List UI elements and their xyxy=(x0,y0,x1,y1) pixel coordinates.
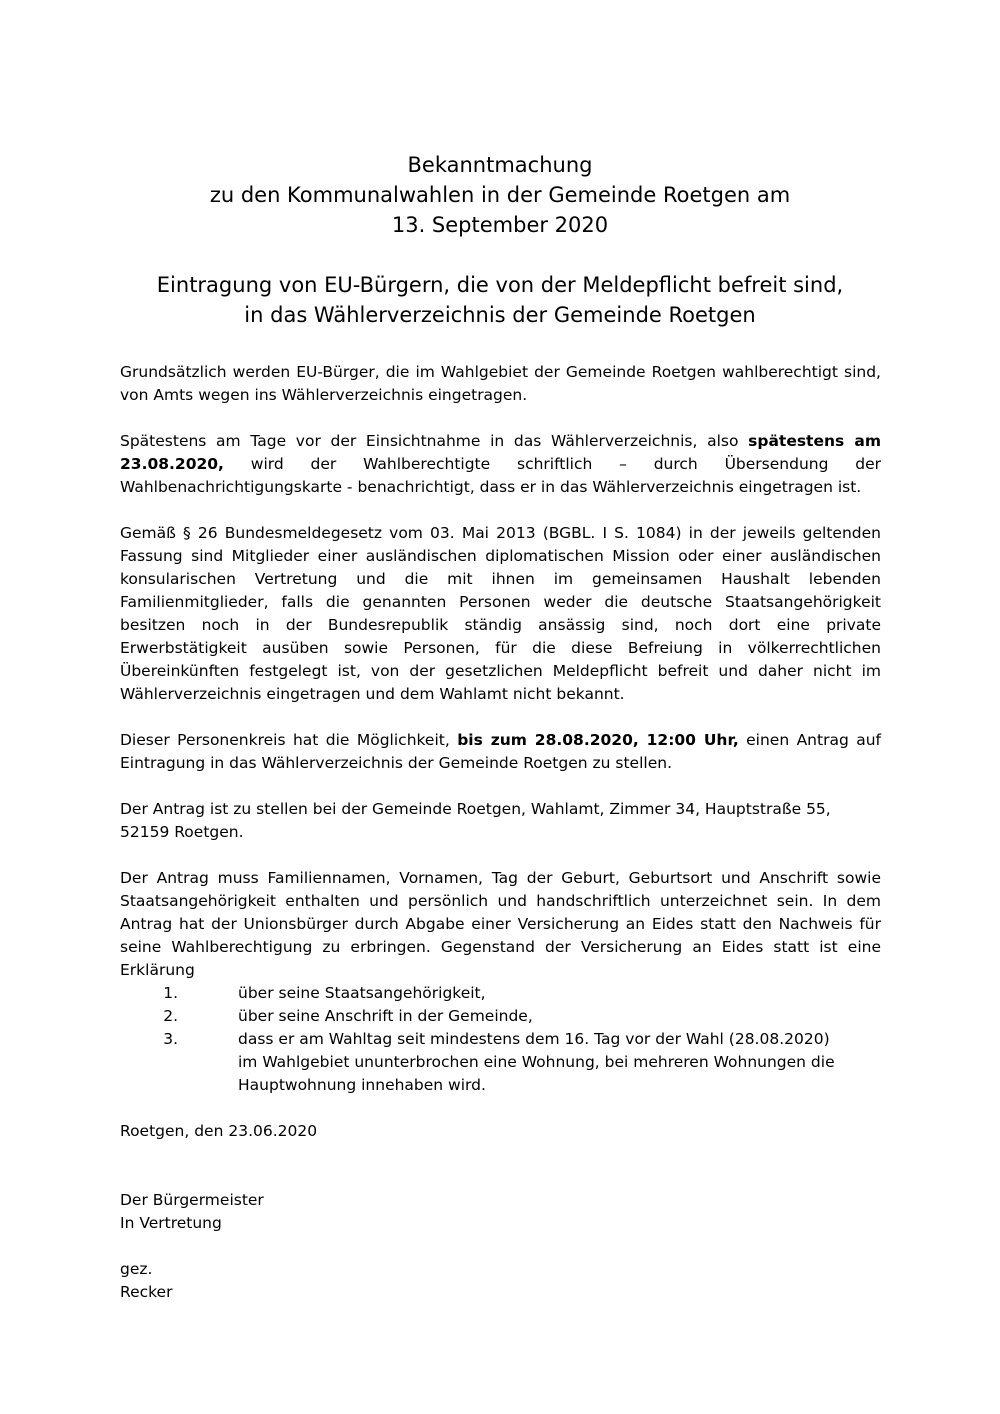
list-item xyxy=(120,982,881,1005)
signer-capacity: In Vertretung xyxy=(120,1214,222,1232)
page-subtitle xyxy=(100,270,900,330)
signed-note: gez. xyxy=(120,1260,153,1278)
document-body xyxy=(120,361,881,1304)
place-date: Roetgen, den 23.06.2020 xyxy=(120,1122,318,1140)
signer-role: Der Bürgermeister xyxy=(120,1191,264,1209)
subtitle-line-2: in das Wählerverzeichnis der Gemeinde Roetgen xyxy=(244,303,756,327)
paragraph-notification xyxy=(120,430,881,499)
notification-text-pre: Spätestens am Tage vor der Einsichtnahme in das Wählerverzeichnis, also xyxy=(120,432,749,450)
list-item-text: über seine Staatsangehörigkeit, xyxy=(238,984,486,1002)
page-title xyxy=(100,150,900,240)
application-deadline: bis zum 28.08.2020, 12:00 Uhr, xyxy=(457,731,739,749)
list-item-number: 3. xyxy=(163,1030,178,1048)
paragraph-eligibility: Grundsätzlich werden EU-Bürger, die im Wahlgebiet der Gemeinde Roetgen wahlberechtigt sind, von Amts wegen ins Wählerverzeichnis eingetragen. xyxy=(120,363,881,404)
title-line-3: 13. September 2020 xyxy=(391,213,609,237)
list-item-text: dass er am Wahltag seit mindestens dem 16. Tag vor der Wahl (28.08.2020) im Wahlgebiet ununterbrochen eine Wohnung, bei mehreren Wohnungen die Hauptwohnung innehaben wird. xyxy=(238,1030,835,1094)
deadline-text-post: einen Antrag auf Eintragung in das Wählerverzeichnis der Gemeinde Roetgen zu stellen. xyxy=(120,731,881,772)
list-item-text: über seine Anschrift in der Gemeinde, xyxy=(238,1007,533,1025)
title-line-2: zu den Kommunalwahlen in der Gemeinde Roetgen am xyxy=(209,183,791,207)
paragraph-legal-basis: Gemäß § 26 Bundesmeldegesetz vom 03. Mai 2013 (BGBL. I S. 1084) in der jeweils geltenden Fassung sind Mitglieder einer ausländischen diplomatischen Mission oder einer ausländischen konsularischen Vertretung und die mit ihnen im gemeinsamen Haushalt lebenden Familienmitglieder, falls die genannten Personen weder die deutsche Staatsangehörigkeit besitzen noch in der Bundesrepublik ständig ansässig sind, noch dort eine private Erwerbstätigkeit ausüben sowie Personen, für die diese Befreiung in völkerrechtlichen Übereinkünften festgelegt ist, von der gesetzlichen Meldepflicht befreit und daher nicht im Wählerverzeichnis eingetragen und dem Wahlamt nicht bekannt. xyxy=(120,524,881,703)
notification-deadline: spätestens am 23.08.2020, xyxy=(120,432,881,473)
list-item-number: 1. xyxy=(163,984,178,1002)
paragraph-application-deadline xyxy=(120,729,881,775)
paragraph-application-contents: Der Antrag muss Familiennamen, Vornamen, Tag der Geburt, Geburtsort und Anschrift sowie Staatsangehörigkeit enthalten und persönlich und handschriftlich unterzeichnet sein. In dem Antrag hat der Unionsbürger durch Abgabe einer Versicherung an Eides statt den Nachweis für seine Wahlberechtigung zu erbringen. Gegenstand der Versicherung an Eides statt ist eine Erklärung xyxy=(120,869,881,979)
title-line-1: Bekanntmachung xyxy=(407,153,593,177)
notification-text-post: wird der Wahlberechtigte schriftlich – durch Übersendung der Wahlbenachrichtigungskarte - benachrichtigt, dass er in das Wählerverzeichnis eingetragen ist. xyxy=(120,455,881,496)
signature-block xyxy=(120,1120,881,1304)
paragraph-application-address: Der Antrag ist zu stellen bei der Gemeinde Roetgen, Wahlamt, Zimmer 34, Hauptstraße 55, 52159 Roetgen. xyxy=(120,800,831,841)
deadline-text-pre: Dieser Personenkreis hat die Möglichkeit, xyxy=(120,731,458,749)
subtitle-line-1: Eintragung von EU-Bürgern, die von der Meldepflicht befreit sind, xyxy=(156,273,844,297)
list-item xyxy=(120,1005,881,1028)
list-item-number: 2. xyxy=(163,1007,178,1025)
declaration-list xyxy=(120,982,881,1097)
list-item xyxy=(120,1028,881,1097)
signer-name: Recker xyxy=(120,1283,173,1301)
